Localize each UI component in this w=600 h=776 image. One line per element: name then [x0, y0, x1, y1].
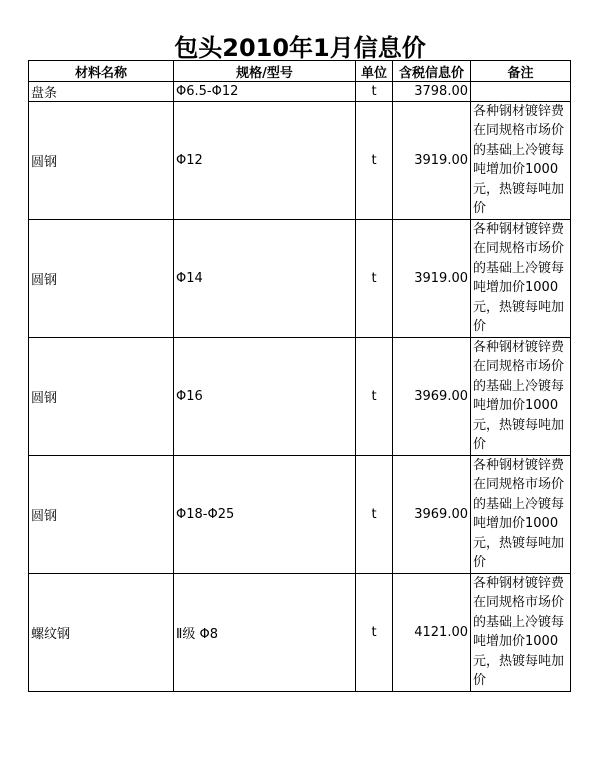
- price-table: [28, 60, 571, 692]
- spec-cell: Ⅱ级 Φ8: [174, 574, 356, 692]
- header-price: 含税信息价: [393, 61, 471, 82]
- unit-cell: t: [356, 102, 393, 220]
- header-material-name: 材料名称: [29, 61, 174, 82]
- note-cell: 各种钢材镀锌费在同规格市场价的基础上冷镀每吨增加价1000元，热镀每吨加价: [471, 102, 571, 220]
- material-name-cell: 圆钢: [29, 456, 174, 574]
- header-spec: 规格/型号: [174, 61, 356, 82]
- table-row: [29, 456, 571, 574]
- spec-cell: Φ12: [174, 102, 356, 220]
- note-cell: 各种钢材镀锌费在同规格市场价的基础上冷镀每吨增加价1000元，热镀每吨加价: [471, 220, 571, 338]
- price-cell: 3919.00: [393, 102, 471, 220]
- note-cell: 各种钢材镀锌费在同规格市场价的基础上冷镀每吨增加价1000元，热镀每吨加价: [471, 338, 571, 456]
- note-cell: 各种钢材镀锌费在同规格市场价的基础上冷镀每吨增加价1000元，热镀每吨加价: [471, 574, 571, 692]
- table-row: [29, 82, 571, 102]
- material-name-cell: 圆钢: [29, 102, 174, 220]
- table-row: [29, 338, 571, 456]
- note-cell: 各种钢材镀锌费在同规格市场价的基础上冷镀每吨增加价1000元，热镀每吨加价: [471, 456, 571, 574]
- unit-cell: t: [356, 220, 393, 338]
- header-note: 备注: [471, 61, 571, 82]
- page-title: 包头2010年1月信息价: [174, 34, 426, 62]
- unit-cell: t: [356, 456, 393, 574]
- material-name-cell: 盘条: [29, 82, 174, 102]
- unit-cell: t: [356, 574, 393, 692]
- material-name-cell: 圆钢: [29, 338, 174, 456]
- material-name-cell: 螺纹钢: [29, 574, 174, 692]
- table-row: [29, 102, 571, 220]
- spec-cell: Φ18-Φ25: [174, 456, 356, 574]
- price-cell: 3919.00: [393, 220, 471, 338]
- price-cell: 3798.00: [393, 82, 471, 102]
- spec-cell: Φ16: [174, 338, 356, 456]
- spec-cell: Φ6.5-Φ12: [174, 82, 356, 102]
- price-cell: 4121.00: [393, 574, 471, 692]
- unit-cell: t: [356, 82, 393, 102]
- spec-cell: Φ14: [174, 220, 356, 338]
- price-cell: 3969.00: [393, 456, 471, 574]
- unit-cell: t: [356, 338, 393, 456]
- table-header-row: [29, 61, 571, 82]
- header-unit: 单位: [356, 61, 393, 82]
- table-row: [29, 574, 571, 692]
- note-cell: [471, 82, 571, 102]
- material-name-cell: 圆钢: [29, 220, 174, 338]
- price-cell: 3969.00: [393, 338, 471, 456]
- table-row: [29, 220, 571, 338]
